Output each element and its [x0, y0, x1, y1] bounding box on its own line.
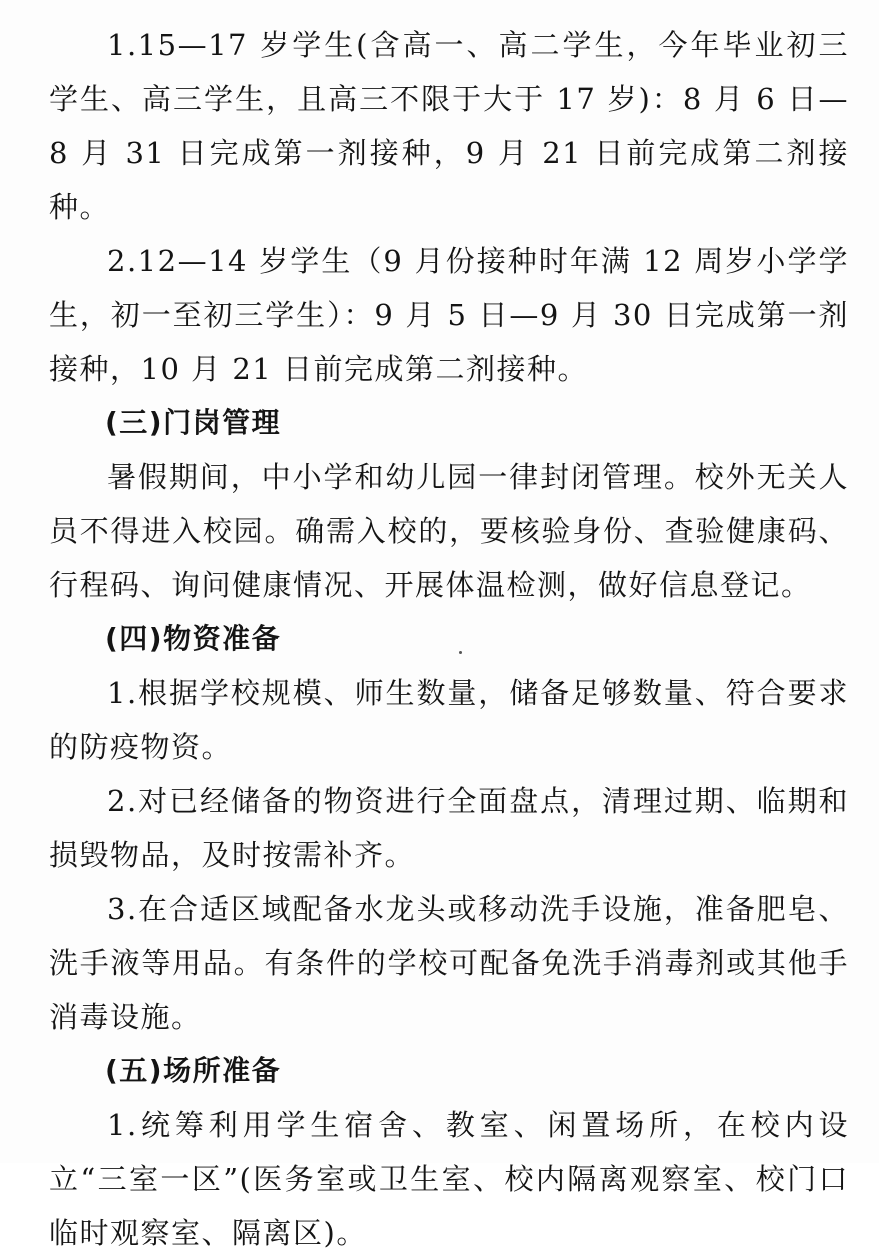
document-body: [49, 18, 849, 1260]
scan-speck: [459, 651, 462, 654]
section-heading-venues: (五)场所准备: [105, 1054, 282, 1087]
paragraph-gate-management: 暑假期间，中小学和幼儿园一律封闭管理。校外无关人员不得进入校园。确需入校的，要核验身份、查验健康码、行程码、询问健康情况、开展体温检测，做好信息登记。: [49, 460, 849, 602]
paragraph-supplies-2: 2.对已经储备的物资进行全面盘点，清理过期、临期和损毁物品，及时按需补齐。: [49, 784, 849, 872]
paragraph-vaccination-15-17: 1.15—17 岁学生(含高一、高二学生，今年毕业初三学生、高三学生，且高三不限于大于 17 岁)：8 月 6 日—8 月 31 日完成第一剂接种，9 月 21 日前完成第二剂接种。: [49, 28, 849, 224]
paragraph-supplies-1: 1.根据学校规模、师生数量，储备足够数量、符合要求的防疫物资。: [49, 676, 849, 764]
paragraph-supplies-3: 3.在合适区域配备水龙头或移动洗手设施，准备肥皂、洗手液等用品。有条件的学校可配备免洗手消毒剂或其他手消毒设施。: [49, 892, 849, 1034]
section-heading-supplies: (四)物资准备: [105, 622, 282, 655]
section-heading-gate-management: (三)门岗管理: [105, 406, 282, 439]
paragraph-venues-1: 1.统筹利用学生宿舍、教室、闲置场所，在校内设立“三室一区”(医务室或卫生室、校内隔离观察室、校门口临时观察室、隔离区)。: [49, 1108, 849, 1250]
paragraph-vaccination-12-14: 2.12—14 岁学生（9 月份接种时年满 12 周岁小学学生，初一至初三学生）：9 月 5 日—9 月 30 日完成第一剂接种，10 月 21 日前完成第二剂接种。: [49, 244, 849, 386]
